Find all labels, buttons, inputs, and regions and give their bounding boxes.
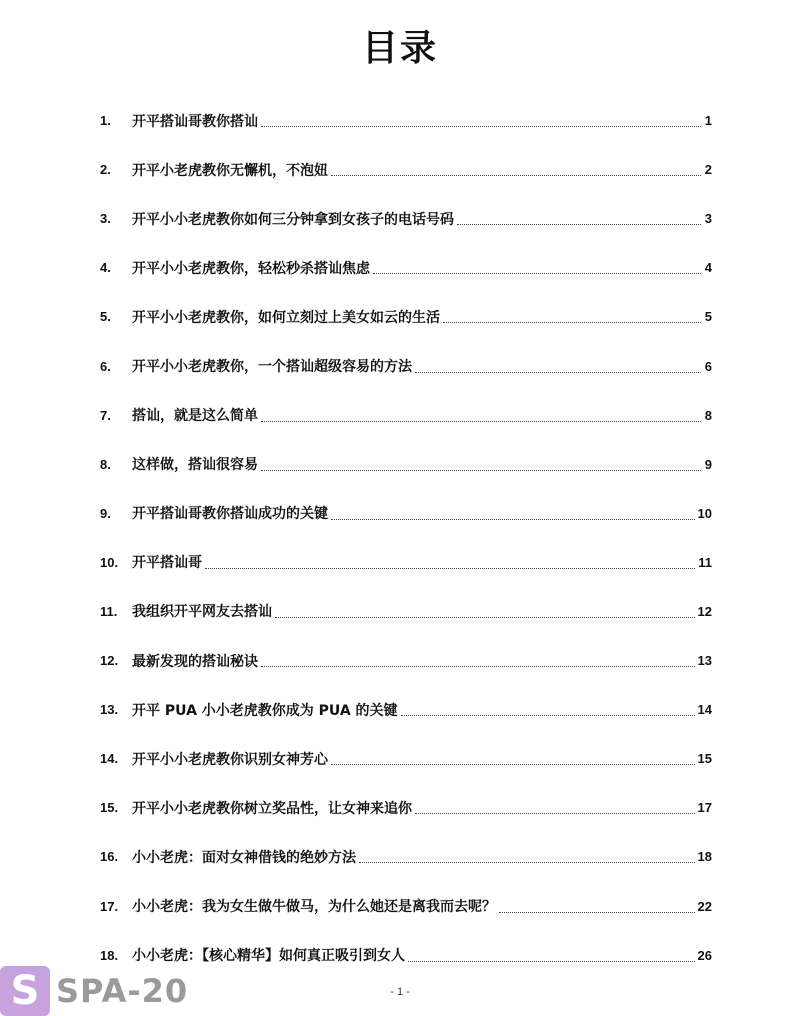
toc-entry[interactable] <box>100 341 712 390</box>
toc-entry-number: 15. <box>100 800 119 816</box>
toc-entry[interactable] <box>100 96 712 145</box>
toc-entry-title: 开平小小老虎教你，如何立刻过上美女如云的生活 <box>132 309 440 326</box>
toc-entry-page: 4 <box>704 260 712 276</box>
toc-dot-leader <box>415 358 701 373</box>
toc-entry-number: 7. <box>100 407 111 423</box>
toc-entry-number: 4. <box>100 260 111 276</box>
toc-entry-number: 10. <box>100 554 119 570</box>
toc-entry-number: 13. <box>100 702 119 718</box>
toc-dot-leader <box>275 603 695 618</box>
toc-entry[interactable] <box>100 882 712 931</box>
toc-dot-leader <box>261 112 701 127</box>
toc-entry-page: 1 <box>704 113 712 129</box>
toc-dot-leader <box>205 554 695 569</box>
toc-entry-title: 开平小小老虎教你，一个搭讪超级容易的方法 <box>132 359 412 376</box>
toc-dot-leader <box>331 750 695 765</box>
toc-dot-leader <box>401 701 695 716</box>
toc-entry-title: 小小老虎：我为女生做牛做马，为什么她还是离我而去呢？ <box>132 899 496 916</box>
toc-entry-page: 2 <box>704 162 712 178</box>
toc-entry-number: 5. <box>100 309 111 325</box>
toc-entry-number: 11. <box>100 603 118 619</box>
toc-dot-leader <box>443 308 701 323</box>
toc-entry-title: 搭讪，就是这么简单 <box>132 408 258 425</box>
toc-entry[interactable] <box>100 292 712 341</box>
watermark-badge: S <box>0 966 50 1016</box>
toc-entry-title: 我组织开平网友去搭讪 <box>132 604 272 621</box>
toc-entry-page: 3 <box>704 211 712 227</box>
toc-dot-leader <box>359 848 695 863</box>
toc-entry-number: 3. <box>100 211 111 227</box>
toc-entry-number: 12. <box>100 653 119 669</box>
page-title: 目录 <box>361 28 438 69</box>
toc-entry-page: 11 <box>698 554 712 570</box>
toc-entry-number: 9. <box>100 505 111 521</box>
toc-entry[interactable] <box>100 440 712 489</box>
toc-dot-leader <box>408 947 695 962</box>
toc-entry[interactable] <box>100 194 712 243</box>
toc-entry-page: 15 <box>697 751 712 767</box>
toc-entry-number: 8. <box>100 456 111 472</box>
toc-entry[interactable] <box>100 685 712 734</box>
toc-dot-leader <box>373 259 701 274</box>
toc-entry-number: 2. <box>100 162 111 178</box>
toc-entry[interactable] <box>100 832 712 881</box>
toc-entry[interactable] <box>100 636 712 685</box>
toc-entry-title: 开平小小老虎教你树立奖品性，让女神来追你 <box>132 800 412 817</box>
toc-entry-page: 14 <box>697 702 712 718</box>
toc-entry-page: 26 <box>697 947 712 963</box>
toc-entry-page: 9 <box>704 456 712 472</box>
toc-entry-page: 13 <box>697 653 712 669</box>
toc-entry-title: 最新发现的搭讪秘诀 <box>132 653 258 670</box>
toc-entry-title: 小小老虎：面对女神借钱的绝妙方法 <box>132 849 356 866</box>
toc-entry-title: 开平小小老虎教你识别女神芳心 <box>132 751 328 768</box>
toc-entry-page: 17 <box>697 800 712 816</box>
toc-entry-number: 1. <box>100 113 111 129</box>
table-of-contents <box>100 96 712 980</box>
toc-entry[interactable] <box>100 145 712 194</box>
watermark-logo <box>0 966 188 1016</box>
toc-entry-number: 16. <box>100 849 119 865</box>
toc-entry[interactable] <box>100 783 712 832</box>
toc-entry-page: 22 <box>697 898 712 914</box>
toc-dot-leader <box>331 161 701 176</box>
toc-entry-title: 这样做，搭讪很容易 <box>132 457 258 474</box>
toc-dot-leader <box>457 210 701 225</box>
toc-entry[interactable] <box>100 931 712 980</box>
toc-entry-title: 开平 PUA 小小老虎教你成为 PUA 的关键 <box>132 702 398 719</box>
toc-entry-page: 18 <box>697 849 712 865</box>
toc-dot-leader <box>499 898 695 913</box>
toc-entry[interactable] <box>100 587 712 636</box>
toc-entry[interactable] <box>100 243 712 292</box>
toc-entry-page: 6 <box>704 358 712 374</box>
toc-entry-title: 开平搭讪哥 <box>132 555 202 572</box>
toc-dot-leader <box>331 505 695 520</box>
toc-entry-page: 10 <box>697 505 712 521</box>
toc-entry-title: 小小老虎：【核心精华】如何真正吸引到女人 <box>132 948 405 965</box>
toc-entry-page: 8 <box>704 407 712 423</box>
toc-dot-leader <box>261 407 701 422</box>
toc-entry[interactable] <box>100 538 712 587</box>
toc-dot-leader <box>261 456 701 471</box>
toc-entry-number: 18. <box>100 947 119 963</box>
toc-entry[interactable] <box>100 489 712 538</box>
toc-entry-page: 12 <box>697 603 712 619</box>
toc-entry-number: 17. <box>100 898 119 914</box>
page-number: - 1 - <box>390 986 410 998</box>
toc-dot-leader <box>261 652 695 667</box>
toc-entry-title: 开平小老虎教你无懈机，不泡妞 <box>132 162 328 179</box>
toc-entry[interactable] <box>100 391 712 440</box>
toc-entry-number: 6. <box>100 358 111 374</box>
toc-entry-title: 开平小小老虎教你如何三分钟拿到女孩子的电话号码 <box>132 211 454 228</box>
toc-dot-leader <box>415 799 695 814</box>
toc-entry-title: 开平搭讪哥教你搭讪成功的关键 <box>132 506 328 523</box>
toc-entry-number: 14. <box>100 751 119 767</box>
toc-entry-page: 5 <box>704 309 712 325</box>
toc-entry-title: 开平小小老虎教你，轻松秒杀搭讪焦虑 <box>132 260 370 277</box>
toc-entry[interactable] <box>100 734 712 783</box>
watermark-text: SPA-20 <box>56 972 189 1010</box>
toc-entry-title: 开平搭讪哥教你搭讪 <box>132 113 258 130</box>
